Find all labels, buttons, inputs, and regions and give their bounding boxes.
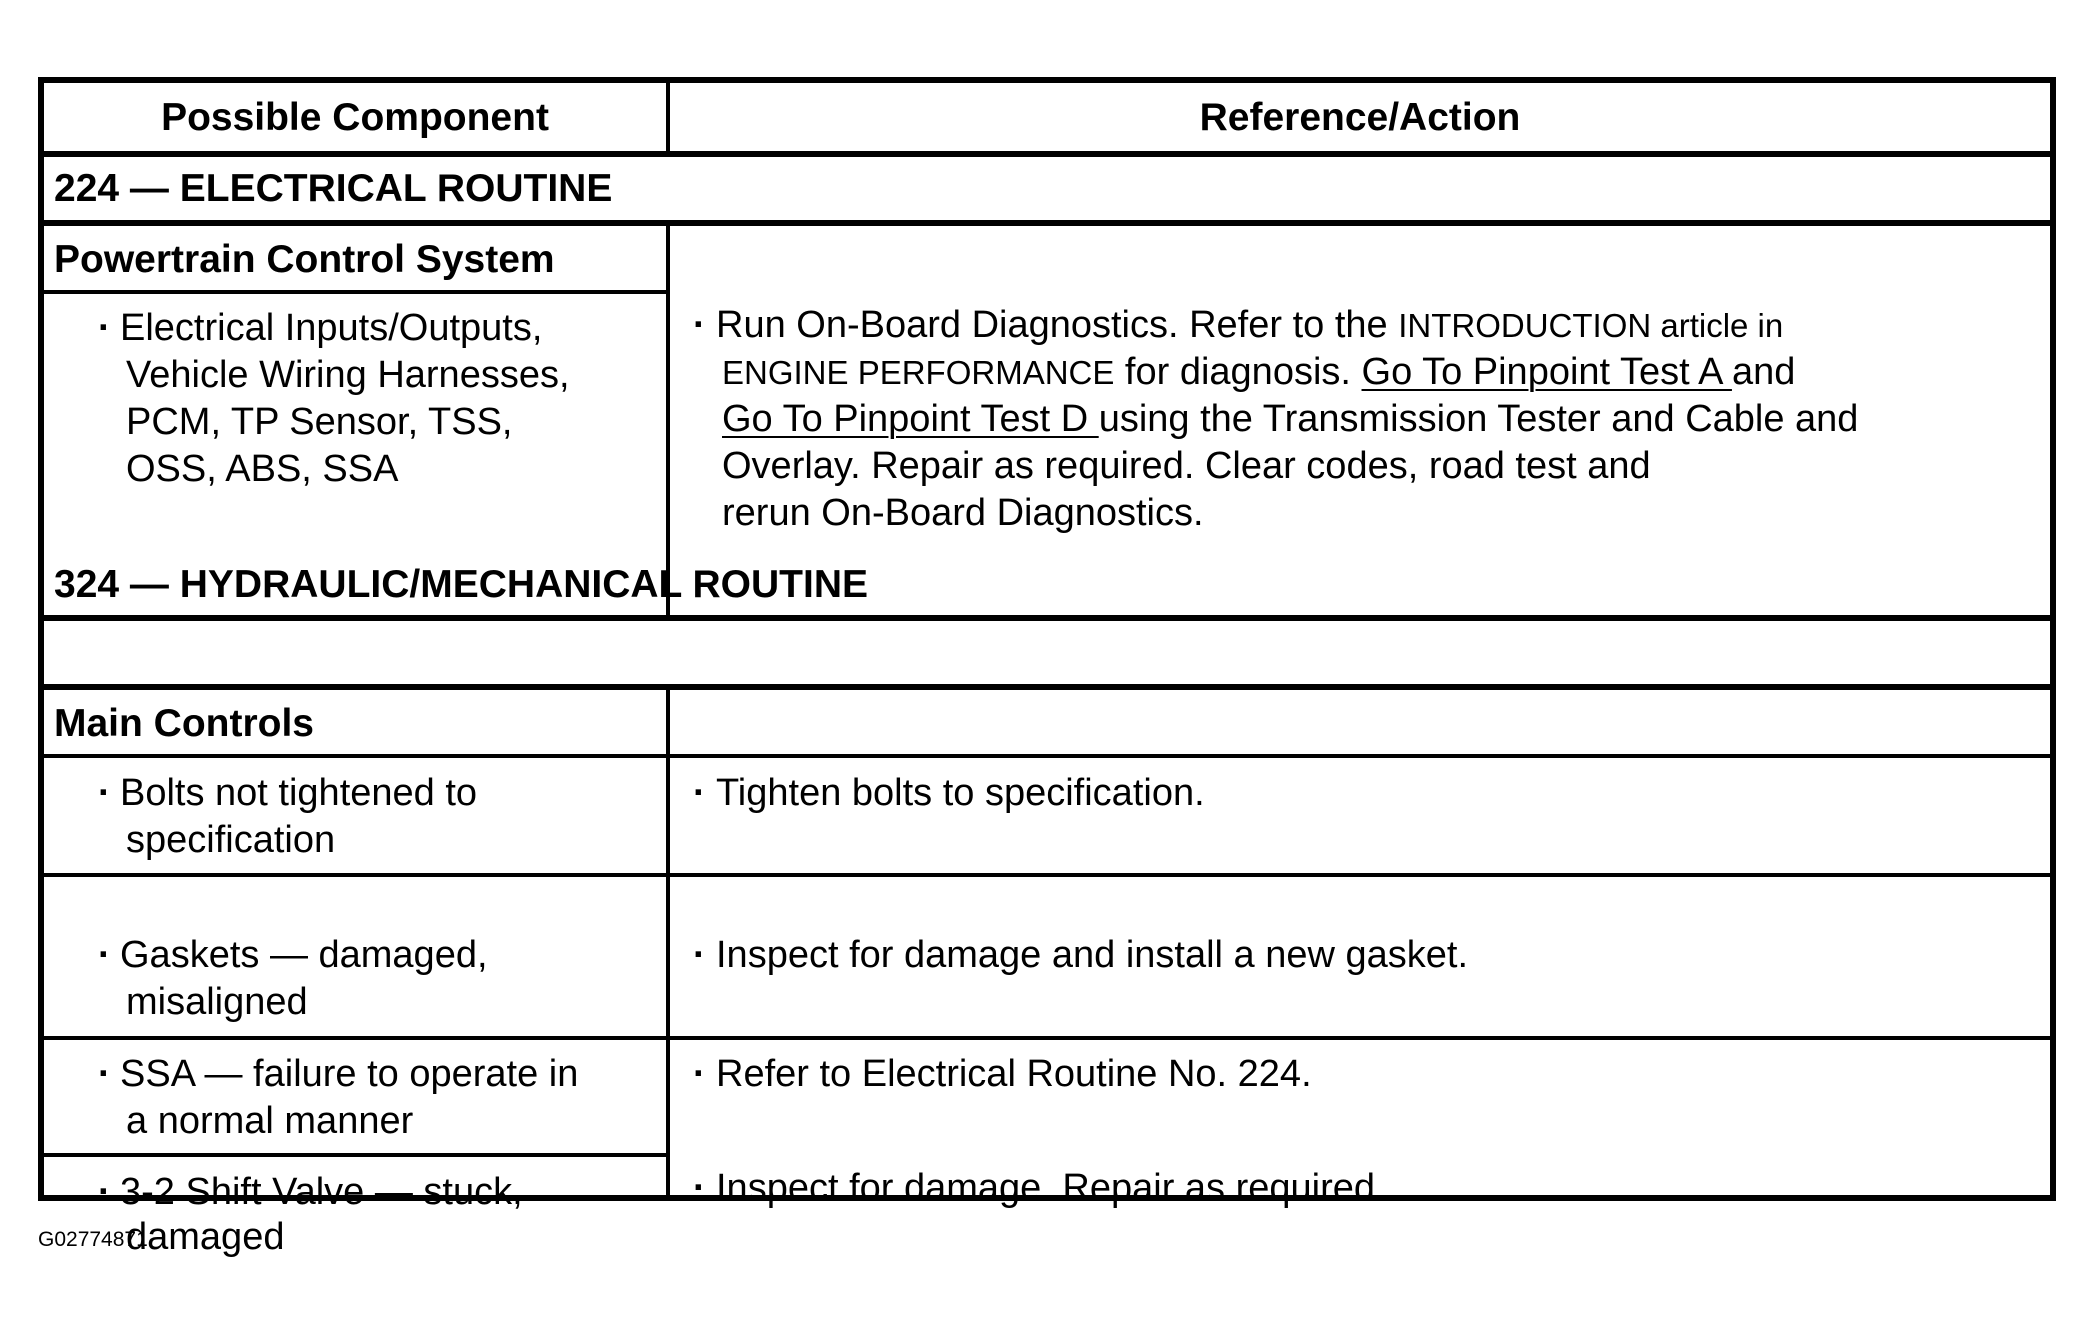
row-gaskets-divider: [44, 1036, 2050, 1040]
component-line: Bolts not tightened to: [120, 772, 478, 814]
action-text: Run On-Board Diagnostics. Refer to the: [716, 304, 1399, 346]
figure-id: G02774871: [38, 1228, 148, 1251]
header-possible-component: Possible Component: [161, 96, 549, 139]
action-text: Inspect for damage. Repair as required.: [716, 1167, 1386, 1209]
group-title-powertrain: Powertrain Control System: [54, 238, 555, 281]
bullet: ·: [693, 304, 706, 346]
component-line: Gaskets — damaged,: [120, 934, 488, 976]
bullet: ·: [693, 1053, 706, 1095]
bullet: ·: [98, 934, 111, 976]
component-line: a normal manner: [126, 1100, 414, 1142]
component-line: OSS, ABS, SSA: [126, 448, 399, 490]
bullet: ·: [98, 1053, 111, 1095]
action-line-2: [722, 349, 1795, 396]
group-main-controls-divider: [44, 754, 2050, 758]
row-ssa-divider: [44, 1153, 666, 1157]
group-powertrain-divider: [44, 290, 666, 294]
component-line: Electrical Inputs/Outputs,: [120, 307, 543, 349]
bullet: ·: [693, 934, 706, 976]
action-line-4: Overlay. Repair as required. Clear codes, road test and: [722, 445, 1651, 487]
section-title-324: 324 — HYDRAULIC/MECHANICAL ROUTINE: [54, 563, 869, 606]
pinpoint-test-d-link[interactable]: Go To Pinpoint Test D: [722, 398, 1099, 440]
bullet: ·: [98, 307, 111, 349]
action-line-5: rerun On-Board Diagnostics.: [722, 492, 1204, 534]
action-text: using the Transmission Tester and Cable and: [1098, 398, 1859, 440]
header-reference-action: Reference/Action: [1199, 96, 1521, 139]
action-text: for diagnosis.: [1114, 351, 1362, 393]
action-reference-text: INTRODUCTION article in: [1398, 307, 1784, 344]
action-text: Inspect for damage and install a new gasket.: [716, 934, 1469, 976]
bullet: ·: [693, 772, 706, 814]
pinpoint-test-a-link[interactable]: Go To Pinpoint Test A: [1361, 351, 1732, 393]
action-reference-text: ENGINE PERFORMANCE: [722, 354, 1115, 391]
row-bolts-divider: [44, 873, 2050, 877]
component-line: specification: [126, 819, 336, 861]
action-line-1: [716, 302, 1783, 349]
section-324-divider: [44, 684, 2050, 690]
group-title-main-controls: Main Controls: [54, 702, 314, 745]
bullet: ·: [98, 1171, 111, 1213]
header-divider: [44, 151, 2050, 157]
component-line: Vehicle Wiring Harnesses,: [126, 354, 570, 396]
component-line: damaged: [126, 1216, 285, 1258]
action-text: Tighten bolts to specification.: [716, 772, 1205, 814]
component-line: misaligned: [126, 981, 308, 1023]
action-text: Refer to Electrical Routine No. 224.: [716, 1053, 1312, 1095]
component-line: SSA — failure to operate in: [120, 1053, 579, 1095]
action-line-3: [722, 396, 1858, 443]
column-divider-section-224: [666, 222, 670, 617]
bullet: ·: [693, 1167, 706, 1209]
section-title-224: 224 — ELECTRICAL ROUTINE: [54, 167, 613, 210]
section-324-top-divider: [44, 615, 2050, 621]
component-line: PCM, TP Sensor, TSS,: [126, 401, 513, 443]
section-224-divider: [44, 220, 2050, 226]
bullet: ·: [98, 772, 111, 814]
column-divider-section-324: [666, 686, 670, 1201]
component-line: 3-2 Shift Valve — stuck,: [120, 1171, 523, 1213]
action-text: and: [1731, 351, 1796, 393]
